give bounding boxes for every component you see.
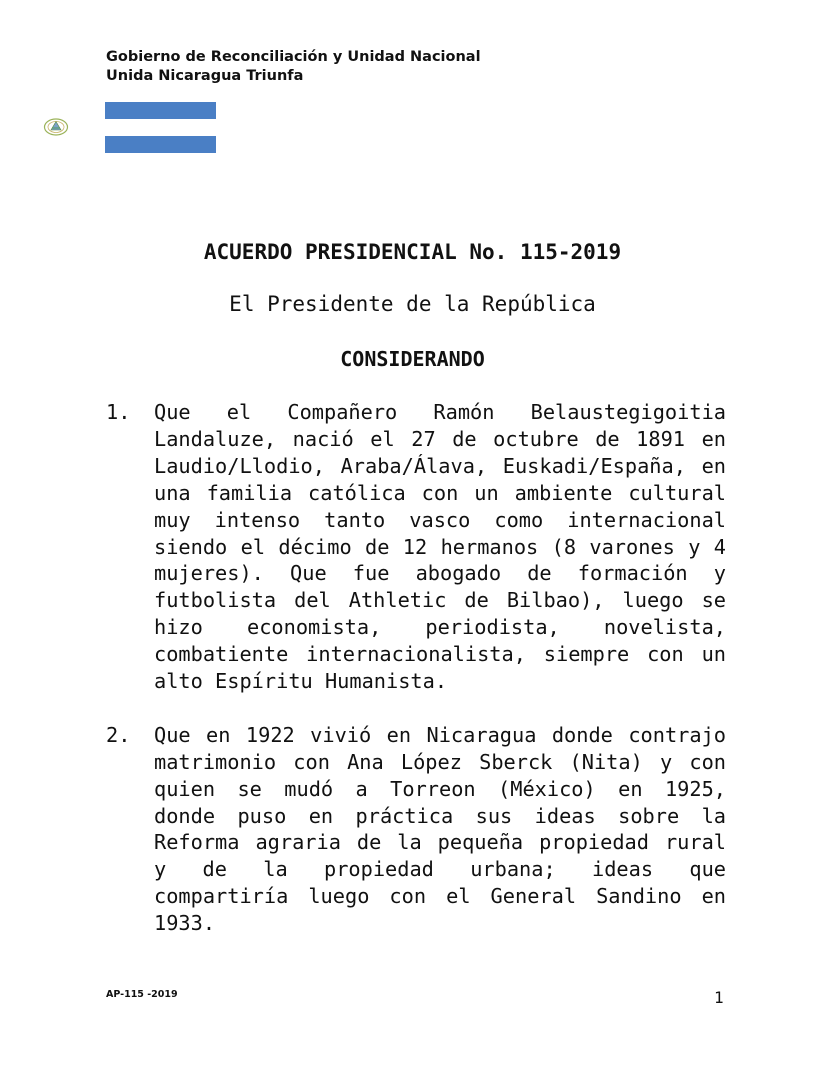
list-item (106, 399, 726, 695)
section-heading: CONSIDERANDO (340, 347, 485, 371)
item-number: 1. (106, 400, 131, 424)
flag-band-middle (105, 119, 216, 136)
nicaragua-flag (105, 102, 216, 153)
item-text: Que el Compañero Ramón Belaustegigoitia Landaluze, nació el 27 de octubre de 1891 en Laudio/Llodio, Araba/Álava, Euskadi/España, en una familia católica con un ambiente cultural muy intenso tanto vasco como internacional siendo el décimo de 12 hermanos (8 varones y 4 mujeres). Que fue abogado de formación y futbolista del Athletic de Bilbao), luego se hizo economista, periodista, novelista, combatiente internacionalista, siempre con un alto Espíritu Humanista. (154, 400, 726, 694)
list-item (106, 722, 726, 937)
flag-band-top (105, 102, 216, 119)
header-line-2: Unida Nicaragua Triunfa (106, 68, 304, 84)
government-header (106, 48, 481, 86)
considerando-list (106, 399, 726, 964)
item-number: 2. (106, 722, 131, 747)
document-subtitle: El Presidente de la República (229, 292, 596, 316)
header-line-1: Gobierno de Reconciliación y Unidad Nacional (106, 49, 481, 65)
nicaragua-coat-of-arms-icon (43, 116, 69, 138)
document-title: ACUERDO PRESIDENCIAL No. 115-2019 (203, 240, 622, 264)
item-text: Que en 1922 vivió en Nicaragua donde contrajo matrimonio con Ana López Sberck (Nita) y con quien se mudó a Torreon (México) en 1925, donde puso en práctica sus ideas sobre la Reforma agraria de la pequeña propiedad rural y de la propiedad urbana; ideas que compartiría luego con el General Sandino en 1933. (154, 722, 726, 936)
document-code: AP-115 -2019 (106, 989, 178, 1000)
page-number: 1 (714, 988, 724, 1007)
flag-band-bottom (105, 136, 216, 153)
